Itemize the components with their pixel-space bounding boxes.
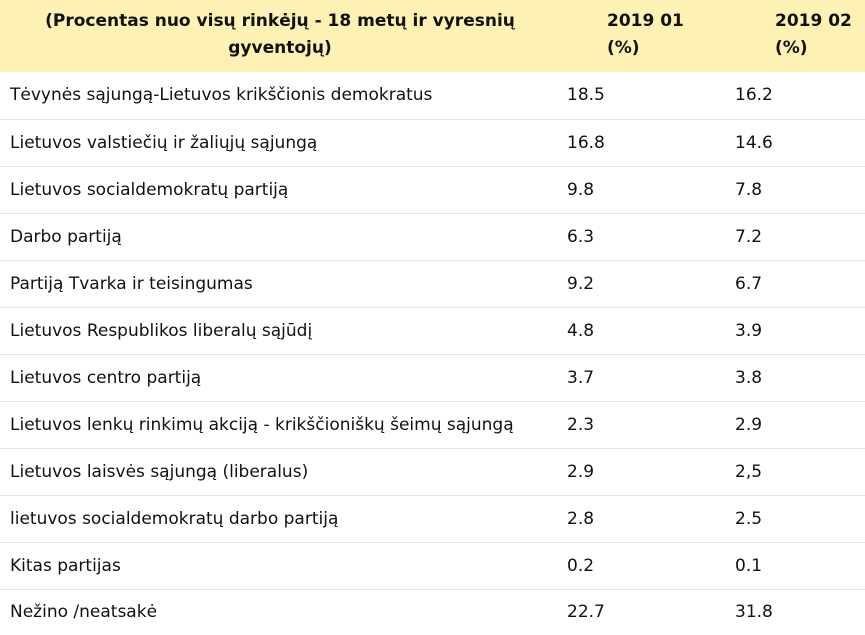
value-2019-02: 2.5 [735,508,763,529]
value-2019-01: 3.7 [567,367,595,388]
table-row [0,119,865,166]
table-row [0,354,865,401]
table-row [0,166,865,213]
header-2019-01 [560,0,731,72]
value-2019-02: 3.8 [735,367,763,388]
value-2019-01: 2.8 [567,508,595,529]
party-name: lietuvos socialdemokratų darbo partiją [10,508,339,529]
party-name: Lietuvos Respublikos liberalų sąjūdį [10,320,313,341]
header-party: (Procentas nuo visų rinkėjų - 18 metų ir vyresnių gyventojų) [45,11,515,58]
table-row [0,72,865,119]
table-row [0,589,865,635]
value-2019-02: 0.1 [735,555,763,576]
header-2019-02 [731,0,865,72]
value-2019-02: 7.8 [735,179,763,200]
party-name: Lietuvos lenkų rinkimų akciją - krikščioniškų šeimų sąjungą [10,414,514,435]
value-2019-01: 16.8 [567,132,605,153]
table-row [0,495,865,542]
table-header-row [0,0,865,72]
party-name: Partiją Tvarka ir teisingumas [10,273,253,294]
header-2019-02-unit: (%) [775,38,808,58]
value-2019-02: 2,5 [735,461,763,482]
value-2019-02: 16.2 [735,85,773,106]
header-2019-02-label: 2019 02 [775,11,852,31]
party-name: Kitas partijas [10,555,121,576]
value-2019-02: 7.2 [735,226,763,247]
party-name: Lietuvos centro partiją [10,367,202,388]
value-2019-01: 4.8 [567,320,595,341]
value-2019-02: 2.9 [735,414,763,435]
header-2019-01-label: 2019 01 [607,11,684,31]
header-2019-01-unit: (%) [607,38,640,58]
value-2019-01: 18.5 [567,85,605,106]
table-row [0,448,865,495]
value-2019-01: 9.2 [567,273,595,294]
party-name: Darbo partiją [10,226,122,247]
party-name: Nežino /neatsakė [10,602,158,623]
table-row [0,213,865,260]
table-row [0,542,865,589]
table-row [0,307,865,354]
table-row [0,260,865,307]
value-2019-02: 14.6 [735,132,773,153]
value-2019-01: 0.2 [567,555,595,576]
value-2019-01: 2.9 [567,461,595,482]
party-name: Lietuvos valstiečių ir žaliųjų sąjungą [10,132,318,153]
party-name: Lietuvos laisvės sąjungą (liberalus) [10,461,309,482]
value-2019-01: 2.3 [567,414,595,435]
value-2019-01: 9.8 [567,179,595,200]
value-2019-01: 6.3 [567,226,595,247]
party-name: Tėvynės sąjungą-Lietuvos krikščionis demokratus [10,85,433,106]
value-2019-02: 31.8 [735,602,773,623]
value-2019-02: 6.7 [735,273,763,294]
table-row [0,401,865,448]
value-2019-01: 22.7 [567,602,605,623]
value-2019-02: 3.9 [735,320,763,341]
party-name: Lietuvos socialdemokratų partiją [10,179,289,200]
